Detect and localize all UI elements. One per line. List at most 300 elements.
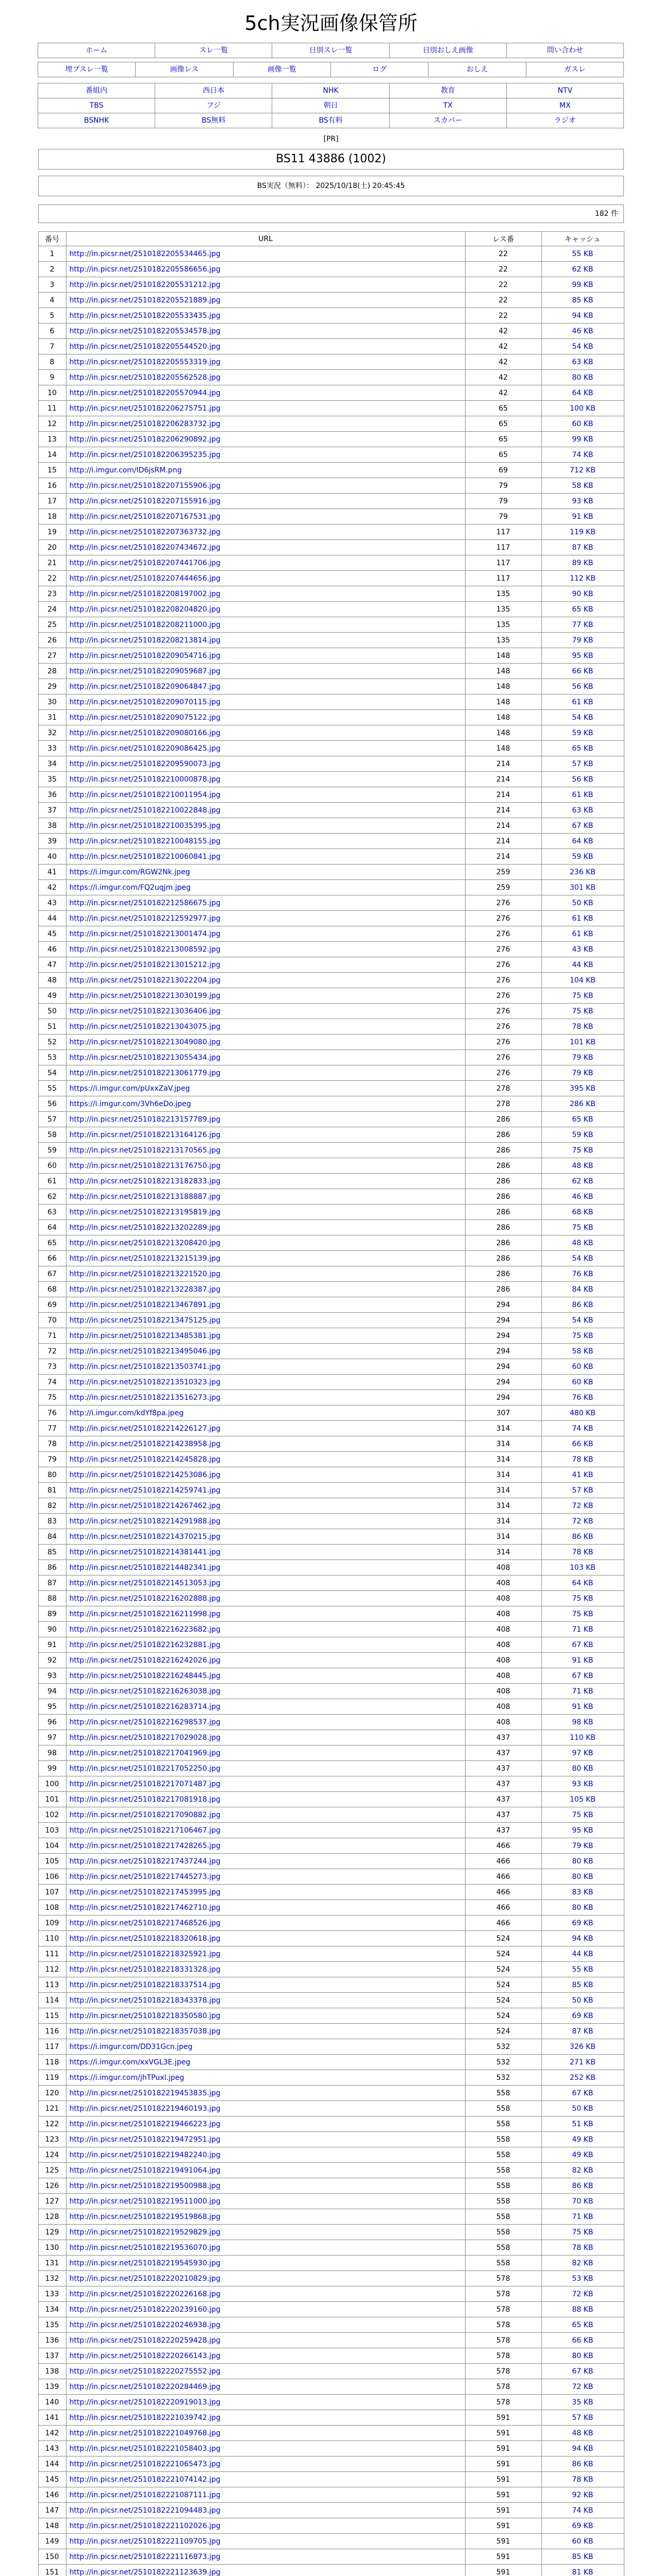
row-url-link[interactable]: http://in.picsr.net/2510182219536070.jpg <box>69 2243 221 2252</box>
row-cache-link[interactable]: 60 KB <box>572 2537 593 2546</box>
row-cache-link[interactable]: 80 KB <box>572 1903 593 1912</box>
row-url-link[interactable]: http://in.picsr.net/2510182212592977.jpg <box>69 914 221 923</box>
row-cache-link[interactable]: 61 KB <box>572 790 593 799</box>
row-cache-link[interactable]: 94 KB <box>572 2444 593 2453</box>
row-url-link[interactable]: http://in.picsr.net/2510182209080166.jpg <box>69 728 221 737</box>
row-url-link[interactable]: http://in.picsr.net/2510182214381441.jpg <box>69 1548 221 1556</box>
row-url-link[interactable]: https://i.imgur.com/FQ2uqjm.jpeg <box>69 883 191 892</box>
row-cache-link[interactable]: 105 KB <box>570 1795 595 1804</box>
row-url-link[interactable]: http://in.picsr.net/2510182217090882.jpg <box>69 1810 221 1819</box>
row-cache-link[interactable]: 88 KB <box>572 2305 593 2314</box>
row-url-link[interactable]: http://in.picsr.net/2510182208213814.jpg <box>69 636 221 645</box>
row-cache-link[interactable]: 81 KB <box>572 2568 593 2576</box>
row-cache-link[interactable]: 62 KB <box>572 265 593 274</box>
row-cache-link[interactable]: 72 KB <box>572 1501 593 1510</box>
row-cache-link[interactable]: 54 KB <box>572 1254 593 1263</box>
row-cache-link[interactable]: 104 KB <box>570 976 595 985</box>
row-url-link[interactable]: http://in.picsr.net/2510182213485381.jpg <box>69 1331 221 1340</box>
row-url-link[interactable]: http://in.picsr.net/2510182213495046.jpg <box>69 1347 221 1355</box>
row-cache-link[interactable]: 79 KB <box>572 636 593 645</box>
row-cache-link[interactable]: 72 KB <box>572 2382 593 2391</box>
row-cache-link[interactable]: 61 KB <box>572 698 593 706</box>
row-cache-link[interactable]: 110 KB <box>570 1733 595 1742</box>
row-cache-link[interactable]: 74 KB <box>572 450 593 459</box>
row-cache-link[interactable]: 43 KB <box>572 945 593 954</box>
row-cache-link[interactable]: 252 KB <box>570 2073 595 2082</box>
row-cache-link[interactable]: 103 KB <box>570 1563 595 1572</box>
row-cache-link[interactable]: 63 KB <box>572 806 593 815</box>
row-url-link[interactable]: http://in.picsr.net/2510182209059687.jpg <box>69 667 221 675</box>
row-url-link[interactable]: http://in.picsr.net/2510182213022204.jpg <box>69 976 221 985</box>
row-cache-link[interactable]: 71 KB <box>572 1687 593 1696</box>
row-url-link[interactable]: http://in.picsr.net/2510182220284469.jpg <box>69 2382 221 2391</box>
row-cache-link[interactable]: 60 KB <box>572 419 593 428</box>
row-cache-link[interactable]: 71 KB <box>572 2212 593 2221</box>
row-cache-link[interactable]: 69 KB <box>572 1919 593 1927</box>
row-url-link[interactable]: http://in.picsr.net/2510182219453835.jpg <box>69 2089 221 2097</box>
row-url-link[interactable]: http://in.picsr.net/2510182210048155.jpg <box>69 837 221 845</box>
row-url-link[interactable]: http://i.imgur.com/kdYf8pa.jpeg <box>69 1409 184 1417</box>
row-cache-link[interactable]: 67 KB <box>572 2089 593 2097</box>
row-url-link[interactable]: http://in.picsr.net/2510182217081918.jpg <box>69 1795 221 1804</box>
nav-gasure[interactable]: ガスレ <box>526 62 624 77</box>
row-url-link[interactable]: http://in.picsr.net/2510182217052250.jpg <box>69 1764 221 1773</box>
row-cache-link[interactable]: 65 KB <box>572 744 593 753</box>
row-cache-link[interactable]: 67 KB <box>572 2367 593 2376</box>
row-url-link[interactable]: http://in.picsr.net/2510182205570944.jpg <box>69 388 221 397</box>
row-cache-link[interactable]: 99 KB <box>572 435 593 444</box>
row-url-link[interactable]: http://in.picsr.net/2510182220210829.jpg <box>69 2274 221 2283</box>
row-cache-link[interactable]: 90 KB <box>572 589 593 598</box>
row-cache-link[interactable]: 86 KB <box>572 1532 593 1541</box>
row-cache-link[interactable]: 50 KB <box>572 1996 593 2005</box>
row-url-link[interactable]: http://in.picsr.net/2510182209075122.jpg <box>69 713 221 722</box>
row-cache-link[interactable]: 72 KB <box>572 1517 593 1526</box>
row-url-link[interactable]: http://in.picsr.net/2510182213061779.jpg <box>69 1069 221 1077</box>
row-cache-link[interactable]: 75 KB <box>572 1609 593 1618</box>
row-url-link[interactable]: http://in.picsr.net/2510182214259741.jpg <box>69 1486 221 1495</box>
row-cache-link[interactable]: 94 KB <box>572 1934 593 1943</box>
row-url-link[interactable]: http://in.picsr.net/2510182221074142.jpg <box>69 2475 221 2484</box>
row-url-link[interactable]: http://in.picsr.net/2510182213202289.jpg <box>69 1223 221 1232</box>
row-cache-link[interactable]: 82 KB <box>572 2166 593 2175</box>
row-url-link[interactable]: http://in.picsr.net/2510182214513053.jpg <box>69 1579 221 1587</box>
row-url-link[interactable]: http://in.picsr.net/2510182213049080.jpg <box>69 1038 221 1046</box>
row-url-link[interactable]: http://in.picsr.net/2510182207155906.jpg <box>69 481 221 490</box>
row-url-link[interactable]: http://in.picsr.net/2510182205533435.jpg <box>69 311 221 320</box>
row-url-link[interactable]: http://in.picsr.net/2510182221109705.jpg <box>69 2537 221 2546</box>
row-url-link[interactable]: http://in.picsr.net/2510182221094483.jpg <box>69 2506 221 2515</box>
row-url-link[interactable]: http://in.picsr.net/2510182219519868.jpg <box>69 2212 221 2221</box>
row-cache-link[interactable]: 86 KB <box>572 1300 593 1309</box>
row-url-link[interactable]: http://in.picsr.net/2510182217428265.jpg <box>69 1841 221 1850</box>
row-cache-link[interactable]: 236 KB <box>570 868 595 876</box>
row-url-link[interactable]: http://in.picsr.net/2510182213475125.jpg <box>69 1316 221 1325</box>
row-cache-link[interactable]: 112 KB <box>570 574 595 583</box>
row-url-link[interactable]: http://in.picsr.net/2510182218331328.jpg <box>69 1965 221 1974</box>
row-url-link[interactable]: http://in.picsr.net/2510182218325921.jpg <box>69 1950 221 1958</box>
row-cache-link[interactable]: 48 KB <box>572 1161 593 1170</box>
row-url-link[interactable]: http://in.picsr.net/2510182219466223.jpg <box>69 2120 221 2128</box>
row-cache-link[interactable]: 85 KB <box>572 1980 593 1989</box>
channel-link[interactable]: MX <box>506 98 624 113</box>
row-url-link[interactable]: http://in.picsr.net/2510182218357038.jpg <box>69 2027 221 2036</box>
row-cache-link[interactable]: 77 KB <box>572 620 593 629</box>
row-cache-link[interactable]: 65 KB <box>572 2320 593 2329</box>
row-cache-link[interactable]: 78 KB <box>572 2243 593 2252</box>
row-url-link[interactable]: http://in.picsr.net/2510182208197002.jpg <box>69 589 221 598</box>
row-url-link[interactable]: http://in.picsr.net/2510182214245828.jpg <box>69 1455 221 1464</box>
row-cache-link[interactable]: 87 KB <box>572 2027 593 2036</box>
row-url-link[interactable]: http://in.picsr.net/2510182214482341.jpg <box>69 1563 221 1572</box>
row-url-link[interactable]: http://in.picsr.net/2510182218337514.jpg <box>69 1980 221 1989</box>
row-cache-link[interactable]: 286 KB <box>570 1099 595 1108</box>
row-cache-link[interactable]: 63 KB <box>572 358 593 366</box>
row-url-link[interactable]: https://i.imgur.com/DD31Gcn.jpeg <box>69 2042 193 2051</box>
row-url-link[interactable]: http://in.picsr.net/2510182207434672.jpg <box>69 543 221 552</box>
row-url-link[interactable]: http://in.picsr.net/2510182220226168.jpg <box>69 2290 221 2298</box>
row-cache-link[interactable]: 67 KB <box>572 1640 593 1649</box>
channel-link[interactable]: フジ <box>155 98 272 113</box>
row-cache-link[interactable]: 44 KB <box>572 1950 593 1958</box>
row-cache-link[interactable]: 94 KB <box>572 311 593 320</box>
row-cache-link[interactable]: 71 KB <box>572 1625 593 1634</box>
row-url-link[interactable]: http://in.picsr.net/2510182221116873.jpg <box>69 2552 221 2561</box>
row-url-link[interactable]: http://in.picsr.net/2510182221087111.jpg <box>69 2490 221 2499</box>
row-cache-link[interactable]: 101 KB <box>570 1038 595 1046</box>
row-cache-link[interactable]: 271 KB <box>570 2058 595 2066</box>
row-cache-link[interactable]: 76 KB <box>572 1393 593 1402</box>
row-cache-link[interactable]: 75 KB <box>572 1007 593 1015</box>
row-cache-link[interactable]: 66 KB <box>572 2336 593 2345</box>
row-cache-link[interactable]: 80 KB <box>572 1872 593 1881</box>
row-cache-link[interactable]: 91 KB <box>572 1656 593 1665</box>
row-cache-link[interactable]: 35 KB <box>572 2398 593 2406</box>
row-cache-link[interactable]: 64 KB <box>572 1579 593 1587</box>
row-url-link[interactable]: http://in.picsr.net/2510182206395235.jpg <box>69 450 221 459</box>
channel-link[interactable]: BSNHK <box>38 113 155 128</box>
row-url-link[interactable]: http://in.picsr.net/2510182216202888.jpg <box>69 1594 221 1603</box>
row-url-link[interactable]: http://in.picsr.net/2510182207441706.jpg <box>69 558 221 567</box>
row-url-link[interactable]: http://in.picsr.net/2510182220246938.jpg <box>69 2320 221 2329</box>
row-url-link[interactable]: http://in.picsr.net/2510182212586675.jpg <box>69 899 221 907</box>
row-cache-link[interactable]: 50 KB <box>572 899 593 907</box>
row-cache-link[interactable]: 79 KB <box>572 1841 593 1850</box>
row-url-link[interactable]: http://in.picsr.net/2510182205544520.jpg <box>69 342 221 351</box>
row-cache-link[interactable]: 75 KB <box>572 1594 593 1603</box>
row-url-link[interactable]: http://in.picsr.net/2510182214370215.jpg <box>69 1532 221 1541</box>
row-url-link[interactable]: http://in.picsr.net/2510182218343378.jpg <box>69 1996 221 2005</box>
row-url-link[interactable]: http://in.picsr.net/2510182213188887.jpg <box>69 1192 221 1201</box>
row-cache-link[interactable]: 75 KB <box>572 1331 593 1340</box>
row-url-link[interactable]: http://in.picsr.net/2510182205562528.jpg <box>69 373 221 382</box>
row-url-link[interactable]: http://in.picsr.net/2510182210022848.jpg <box>69 806 221 815</box>
row-cache-link[interactable]: 59 KB <box>572 728 593 737</box>
channel-link[interactable]: NTV <box>506 83 624 98</box>
row-url-link[interactable]: http://in.picsr.net/2510182210035395.jpg <box>69 821 221 830</box>
channel-link[interactable]: 教育 <box>389 83 507 98</box>
row-url-link[interactable]: http://in.picsr.net/2510182213164126.jpg <box>69 1130 221 1139</box>
nav-contact[interactable]: 問い合わせ <box>506 43 624 58</box>
row-cache-link[interactable]: 95 KB <box>572 1826 593 1835</box>
row-url-link[interactable]: http://in.picsr.net/2510182206275751.jpg <box>69 404 221 413</box>
row-url-link[interactable]: https://i.imgur.com/pUxxZaV.jpeg <box>69 1084 190 1093</box>
nav-daily-thread-list[interactable]: 日別スレ一覧 <box>272 43 389 58</box>
row-cache-link[interactable]: 91 KB <box>572 512 593 521</box>
row-url-link[interactable]: http://in.picsr.net/2510182209086425.jpg <box>69 744 221 753</box>
row-url-link[interactable]: http://in.picsr.net/2510182217041969.jpg <box>69 1749 221 1757</box>
row-url-link[interactable]: http://in.picsr.net/2510182219500988.jpg <box>69 2181 221 2190</box>
row-url-link[interactable]: http://in.picsr.net/2510182213195819.jpg <box>69 1208 221 1216</box>
row-url-link[interactable]: http://in.picsr.net/2510182210060841.jpg <box>69 852 221 861</box>
row-url-link[interactable]: http://in.picsr.net/2510182220275552.jpg <box>69 2367 221 2376</box>
row-url-link[interactable]: http://in.picsr.net/2510182216298537.jpg <box>69 1718 221 1726</box>
row-url-link[interactable]: http://in.picsr.net/2510182213055434.jpg <box>69 1053 221 1062</box>
row-url-link[interactable]: http://in.picsr.net/2510182207444656.jpg <box>69 574 221 583</box>
row-url-link[interactable]: http://in.picsr.net/2510182210011954.jpg <box>69 790 221 799</box>
row-url-link[interactable]: http://in.picsr.net/2510182213030199.jpg <box>69 991 221 1000</box>
row-cache-link[interactable]: 301 KB <box>570 883 595 892</box>
row-cache-link[interactable]: 50 KB <box>572 2104 593 2113</box>
row-cache-link[interactable]: 78 KB <box>572 1455 593 1464</box>
row-url-link[interactable]: http://in.picsr.net/2510182217462710.jpg <box>69 1903 221 1912</box>
row-cache-link[interactable]: 395 KB <box>570 1084 595 1093</box>
row-cache-link[interactable]: 54 KB <box>572 713 593 722</box>
row-url-link[interactable]: http://in.picsr.net/2510182214226127.jpg <box>69 1424 221 1433</box>
row-cache-link[interactable]: 74 KB <box>572 1424 593 1433</box>
row-cache-link[interactable]: 92 KB <box>572 2490 593 2499</box>
row-cache-link[interactable]: 93 KB <box>572 497 593 505</box>
row-url-link[interactable]: http://in.picsr.net/2510182213043075.jpg <box>69 1022 221 1031</box>
row-url-link[interactable]: http://in.picsr.net/2510182206283732.jpg <box>69 419 221 428</box>
row-url-link[interactable]: http://in.picsr.net/2510182209054716.jpg <box>69 651 221 660</box>
row-url-link[interactable]: http://in.picsr.net/2510182220259428.jpg <box>69 2336 221 2345</box>
row-url-link[interactable]: http://in.picsr.net/2510182216242026.jpg <box>69 1656 221 1665</box>
row-url-link[interactable]: http://in.picsr.net/2510182217445273.jpg <box>69 1872 221 1881</box>
row-url-link[interactable]: http://in.picsr.net/2510182217071487.jpg <box>69 1780 221 1788</box>
row-url-link[interactable]: https://i.imgur.com/3Vh6eDo.jpeg <box>69 1099 191 1108</box>
row-cache-link[interactable]: 72 KB <box>572 2290 593 2298</box>
row-cache-link[interactable]: 80 KB <box>572 2351 593 2360</box>
row-cache-link[interactable]: 83 KB <box>572 1888 593 1896</box>
row-cache-link[interactable]: 99 KB <box>572 280 593 289</box>
row-cache-link[interactable]: 56 KB <box>572 682 593 691</box>
row-cache-link[interactable]: 75 KB <box>572 1146 593 1155</box>
channel-link[interactable]: TBS <box>38 98 155 113</box>
row-url-link[interactable]: http://in.picsr.net/2510182221049768.jpg <box>69 2429 221 2437</box>
row-url-link[interactable]: http://in.picsr.net/2510182213157789.jpg <box>69 1115 221 1124</box>
row-url-link[interactable]: http://in.picsr.net/2510182216248445.jpg <box>69 1671 221 1680</box>
row-cache-link[interactable]: 48 KB <box>572 2429 593 2437</box>
nav-oshie[interactable]: おしえ <box>428 62 526 77</box>
row-url-link[interactable]: http://in.picsr.net/2510182219545930.jpg <box>69 2259 221 2267</box>
row-url-link[interactable]: http://in.picsr.net/2510182219491064.jpg <box>69 2166 221 2175</box>
row-url-link[interactable]: http://in.picsr.net/2510182213001474.jpg <box>69 929 221 938</box>
row-url-link[interactable]: http://in.picsr.net/2510182207363732.jpg <box>69 528 221 536</box>
row-url-link[interactable]: http://in.picsr.net/2510182220239160.jpg <box>69 2305 221 2314</box>
row-cache-link[interactable]: 74 KB <box>572 2506 593 2515</box>
row-cache-link[interactable]: 56 KB <box>572 775 593 784</box>
row-url-link[interactable]: http://in.picsr.net/2510182221102026.jpg <box>69 2521 221 2530</box>
row-cache-link[interactable]: 54 KB <box>572 342 593 351</box>
row-url-link[interactable]: http://in.picsr.net/2510182217468526.jpg <box>69 1919 221 1927</box>
row-url-link[interactable]: http://in.picsr.net/2510182221065473.jpg <box>69 2460 221 2468</box>
row-url-link[interactable]: http://in.picsr.net/2510182209590073.jpg <box>69 759 221 768</box>
row-url-link[interactable]: http://in.picsr.net/2510182207155916.jpg <box>69 497 221 505</box>
row-cache-link[interactable]: 60 KB <box>572 1362 593 1371</box>
row-cache-link[interactable]: 51 KB <box>572 2120 593 2128</box>
row-url-link[interactable]: http://in.picsr.net/2510182221123639.jpg <box>69 2568 221 2576</box>
row-cache-link[interactable]: 55 KB <box>572 1965 593 1974</box>
row-cache-link[interactable]: 70 KB <box>572 2197 593 2206</box>
row-url-link[interactable]: https://i.imgur.com/jhTPuxl.jpeg <box>69 2073 185 2082</box>
row-url-link[interactable]: http://in.picsr.net/2510182216232881.jpg <box>69 1640 221 1649</box>
row-cache-link[interactable]: 480 KB <box>570 1409 595 1417</box>
channel-link[interactable]: ラジオ <box>506 113 624 128</box>
row-cache-link[interactable]: 69 KB <box>572 2011 593 2020</box>
row-url-link[interactable]: http://in.picsr.net/2510182220919013.jpg <box>69 2398 221 2406</box>
row-cache-link[interactable]: 75 KB <box>572 2228 593 2236</box>
row-cache-link[interactable]: 79 KB <box>572 1053 593 1062</box>
row-cache-link[interactable]: 57 KB <box>572 2413 593 2422</box>
row-url-link[interactable]: http://in.picsr.net/2510182205586656.jpg <box>69 265 221 274</box>
row-url-link[interactable]: http://in.picsr.net/2510182213008592.jpg <box>69 945 221 954</box>
row-url-link[interactable]: http://in.picsr.net/2510182208204820.jpg <box>69 605 221 614</box>
row-cache-link[interactable]: 57 KB <box>572 1486 593 1495</box>
row-cache-link[interactable]: 59 KB <box>572 852 593 861</box>
row-cache-link[interactable]: 80 KB <box>572 1764 593 1773</box>
channel-link[interactable]: BS有料 <box>272 113 389 128</box>
row-url-link[interactable]: https://i.imgur.com/RGW2Nk.jpeg <box>69 868 190 876</box>
row-cache-link[interactable]: 66 KB <box>572 667 593 675</box>
row-cache-link[interactable]: 98 KB <box>572 1718 593 1726</box>
row-url-link[interactable]: http://in.picsr.net/2510182213221520.jpg <box>69 1269 221 1278</box>
row-url-link[interactable]: http://in.picsr.net/2510182216263038.jpg <box>69 1687 221 1696</box>
row-cache-link[interactable]: 86 KB <box>572 2181 593 2190</box>
channel-link[interactable]: BS無料 <box>155 113 272 128</box>
row-cache-link[interactable]: 65 KB <box>572 605 593 614</box>
row-cache-link[interactable]: 80 KB <box>572 373 593 382</box>
row-cache-link[interactable]: 97 KB <box>572 1749 593 1757</box>
channel-link[interactable]: TX <box>389 98 507 113</box>
row-url-link[interactable]: http://in.picsr.net/2510182219472951.jpg <box>69 2135 221 2144</box>
channel-link[interactable]: NHK <box>272 83 389 98</box>
row-url-link[interactable]: http://in.picsr.net/2510182213503741.jpg <box>69 1362 221 1371</box>
row-cache-link[interactable]: 41 KB <box>572 1470 593 1479</box>
row-url-link[interactable]: http://in.picsr.net/2510182209070115.jpg <box>69 698 221 706</box>
row-cache-link[interactable]: 67 KB <box>572 821 593 830</box>
row-url-link[interactable]: http://in.picsr.net/2510182205553319.jpg <box>69 358 221 366</box>
row-url-link[interactable]: http://in.picsr.net/2510182205531212.jpg <box>69 280 221 289</box>
row-url-link[interactable]: http://in.picsr.net/2510182213182833.jpg <box>69 1177 221 1185</box>
row-cache-link[interactable]: 59 KB <box>572 1130 593 1139</box>
row-cache-link[interactable]: 68 KB <box>572 1208 593 1216</box>
row-cache-link[interactable]: 712 KB <box>570 466 595 474</box>
row-cache-link[interactable]: 79 KB <box>572 1069 593 1077</box>
row-url-link[interactable]: http://in.picsr.net/2510182216283714.jpg <box>69 1702 221 1711</box>
row-cache-link[interactable]: 61 KB <box>572 929 593 938</box>
row-cache-link[interactable]: 46 KB <box>572 327 593 335</box>
row-url-link[interactable]: http://in.picsr.net/2510182208211000.jpg <box>69 620 221 629</box>
row-url-link[interactable]: http://in.picsr.net/2510182213170565.jpg <box>69 1146 221 1155</box>
row-url-link[interactable]: http://in.picsr.net/2510182216211998.jpg <box>69 1609 221 1618</box>
row-url-link[interactable]: http://in.picsr.net/2510182213228387.jpg <box>69 1285 221 1294</box>
row-cache-link[interactable]: 100 KB <box>570 404 595 413</box>
row-cache-link[interactable]: 55 KB <box>572 249 593 258</box>
row-url-link[interactable]: http://in.picsr.net/2510182219482240.jpg <box>69 2150 221 2159</box>
row-cache-link[interactable]: 82 KB <box>572 2259 593 2267</box>
row-cache-link[interactable]: 57 KB <box>572 759 593 768</box>
row-url-link[interactable]: http://in.picsr.net/2510182214238958.jpg <box>69 1439 221 1448</box>
row-cache-link[interactable]: 53 KB <box>572 2274 593 2283</box>
row-cache-link[interactable]: 326 KB <box>570 2042 595 2051</box>
row-url-link[interactable]: http://in.picsr.net/2510182205534465.jpg <box>69 249 221 258</box>
row-cache-link[interactable]: 64 KB <box>572 837 593 845</box>
row-cache-link[interactable]: 66 KB <box>572 1439 593 1448</box>
nav-log[interactable]: ログ <box>330 62 428 77</box>
row-cache-link[interactable]: 91 KB <box>572 1702 593 1711</box>
row-url-link[interactable]: http://in.picsr.net/2510182219529829.jpg <box>69 2228 221 2236</box>
row-url-link[interactable]: http://in.picsr.net/2510182219511000.jpg <box>69 2197 221 2206</box>
nav-image-res[interactable]: 画像レス <box>135 62 233 77</box>
row-cache-link[interactable]: 119 KB <box>570 528 595 536</box>
row-url-link[interactable]: http://in.picsr.net/2510182216223682.jpg <box>69 1625 221 1634</box>
row-url-link[interactable]: http://in.picsr.net/2510182221058403.jpg <box>69 2444 221 2453</box>
row-cache-link[interactable]: 67 KB <box>572 1671 593 1680</box>
channel-link[interactable]: 番組内 <box>38 83 155 98</box>
row-url-link[interactable]: https://i.imgur.com/xxVGL3E.jpeg <box>69 2058 191 2066</box>
row-url-link[interactable]: http://in.picsr.net/2510182210000878.jpg <box>69 775 221 784</box>
row-url-link[interactable]: http://in.picsr.net/2510182213208420.jpg <box>69 1239 221 1247</box>
row-cache-link[interactable]: 61 KB <box>572 914 593 923</box>
row-cache-link[interactable]: 58 KB <box>572 481 593 490</box>
row-url-link[interactable]: http://in.picsr.net/2510182217453995.jpg <box>69 1888 221 1896</box>
row-cache-link[interactable]: 80 KB <box>572 1857 593 1866</box>
row-url-link[interactable]: http://in.picsr.net/2510182213015212.jpg <box>69 960 221 969</box>
row-url-link[interactable]: http://in.picsr.net/2510182205534578.jpg <box>69 327 221 335</box>
row-url-link[interactable]: http://in.picsr.net/2510182213036406.jpg <box>69 1007 221 1015</box>
row-url-link[interactable]: http://in.picsr.net/2510182213510323.jpg <box>69 1378 221 1386</box>
row-cache-link[interactable]: 65 KB <box>572 1115 593 1124</box>
row-cache-link[interactable]: 78 KB <box>572 1022 593 1031</box>
row-cache-link[interactable]: 75 KB <box>572 1223 593 1232</box>
row-cache-link[interactable]: 78 KB <box>572 1548 593 1556</box>
row-url-link[interactable]: http://in.picsr.net/2510182217029028.jpg <box>69 1733 221 1742</box>
row-cache-link[interactable]: 85 KB <box>572 296 593 304</box>
nav-daily-images[interactable]: 日別おしえ画像 <box>389 43 507 58</box>
row-cache-link[interactable]: 64 KB <box>572 388 593 397</box>
row-cache-link[interactable]: 95 KB <box>572 651 593 660</box>
row-cache-link[interactable]: 58 KB <box>572 1347 593 1355</box>
row-cache-link[interactable]: 89 KB <box>572 558 593 567</box>
row-cache-link[interactable]: 46 KB <box>572 1192 593 1201</box>
row-url-link[interactable]: http://in.picsr.net/2510182217106467.jpg <box>69 1826 221 1835</box>
row-url-link[interactable]: http://i.imgur.com/ID6jsRM.png <box>69 466 182 474</box>
row-url-link[interactable]: http://in.picsr.net/2510182209064847.jpg <box>69 682 221 691</box>
row-cache-link[interactable]: 49 KB <box>572 2135 593 2144</box>
row-url-link[interactable]: http://in.picsr.net/2510182218350580.jpg <box>69 2011 221 2020</box>
row-cache-link[interactable]: 44 KB <box>572 960 593 969</box>
row-url-link[interactable]: http://in.picsr.net/2510182205521889.jpg <box>69 296 221 304</box>
row-cache-link[interactable]: 76 KB <box>572 1269 593 1278</box>
nav-buried-threads[interactable]: 埋ブスレ一覧 <box>38 62 136 77</box>
row-cache-link[interactable]: 84 KB <box>572 1285 593 1294</box>
channel-link[interactable]: 西日本 <box>155 83 272 98</box>
row-url-link[interactable]: http://in.picsr.net/2510182213215139.jpg <box>69 1254 221 1263</box>
row-url-link[interactable]: http://in.picsr.net/2510182207167531.jpg <box>69 512 221 521</box>
row-cache-link[interactable]: 75 KB <box>572 991 593 1000</box>
row-url-link[interactable]: http://in.picsr.net/2510182214291988.jpg <box>69 1517 221 1526</box>
